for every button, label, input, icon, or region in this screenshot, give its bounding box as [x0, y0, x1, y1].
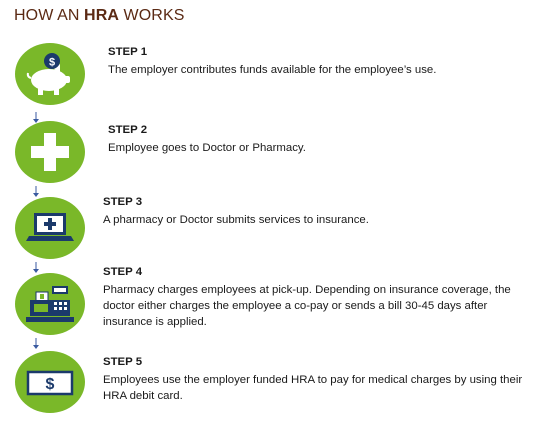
piggy-bank-icon [14, 42, 86, 106]
step-4 [103, 264, 531, 330]
step-heading: STEP 2 [108, 124, 148, 136]
step-3-icon [14, 196, 86, 260]
arrow-down-icon [31, 338, 41, 350]
step-description: A pharmacy or Doctor submits services to insurance. [103, 214, 369, 226]
step-heading: STEP 5 [103, 356, 143, 368]
step-3 [103, 194, 528, 228]
step-4-icon [14, 272, 86, 336]
step-description: Pharmacy charges employees at pick-up. Depending on insurance coverage, the doctor either charges the employee a co-pay or sends a bill 30-45 days after insurance is applied. [103, 284, 511, 328]
step-heading: STEP 1 [108, 46, 148, 58]
laptop-medical-icon [14, 196, 86, 260]
step-1 [108, 44, 528, 78]
step-description: Employees use the employer funded HRA to pay for medical charges by using their HRA debit card. [103, 374, 523, 402]
step-2-icon [14, 120, 86, 184]
svg-text:$: $ [45, 376, 55, 393]
step-description: Employee goes to Doctor or Pharmacy. [108, 142, 306, 154]
cash-register-icon [14, 272, 86, 336]
title-prefix: HOW AN [14, 7, 85, 24]
step-description: The employer contributes funds available for the employee’s use. [108, 64, 437, 76]
title-suffix: WORKS [119, 7, 185, 24]
step-heading: STEP 3 [103, 196, 143, 208]
svg-text:$: $ [48, 56, 56, 69]
step-5 [103, 354, 528, 404]
page-title [14, 7, 185, 25]
step-2 [108, 122, 528, 156]
step-heading: STEP 4 [103, 266, 143, 278]
medical-cross-icon [14, 120, 86, 184]
dollar-card-icon [14, 350, 86, 414]
step-5-icon [14, 350, 86, 414]
step-1-icon [14, 42, 86, 106]
title-emphasis: HRA [84, 7, 120, 24]
